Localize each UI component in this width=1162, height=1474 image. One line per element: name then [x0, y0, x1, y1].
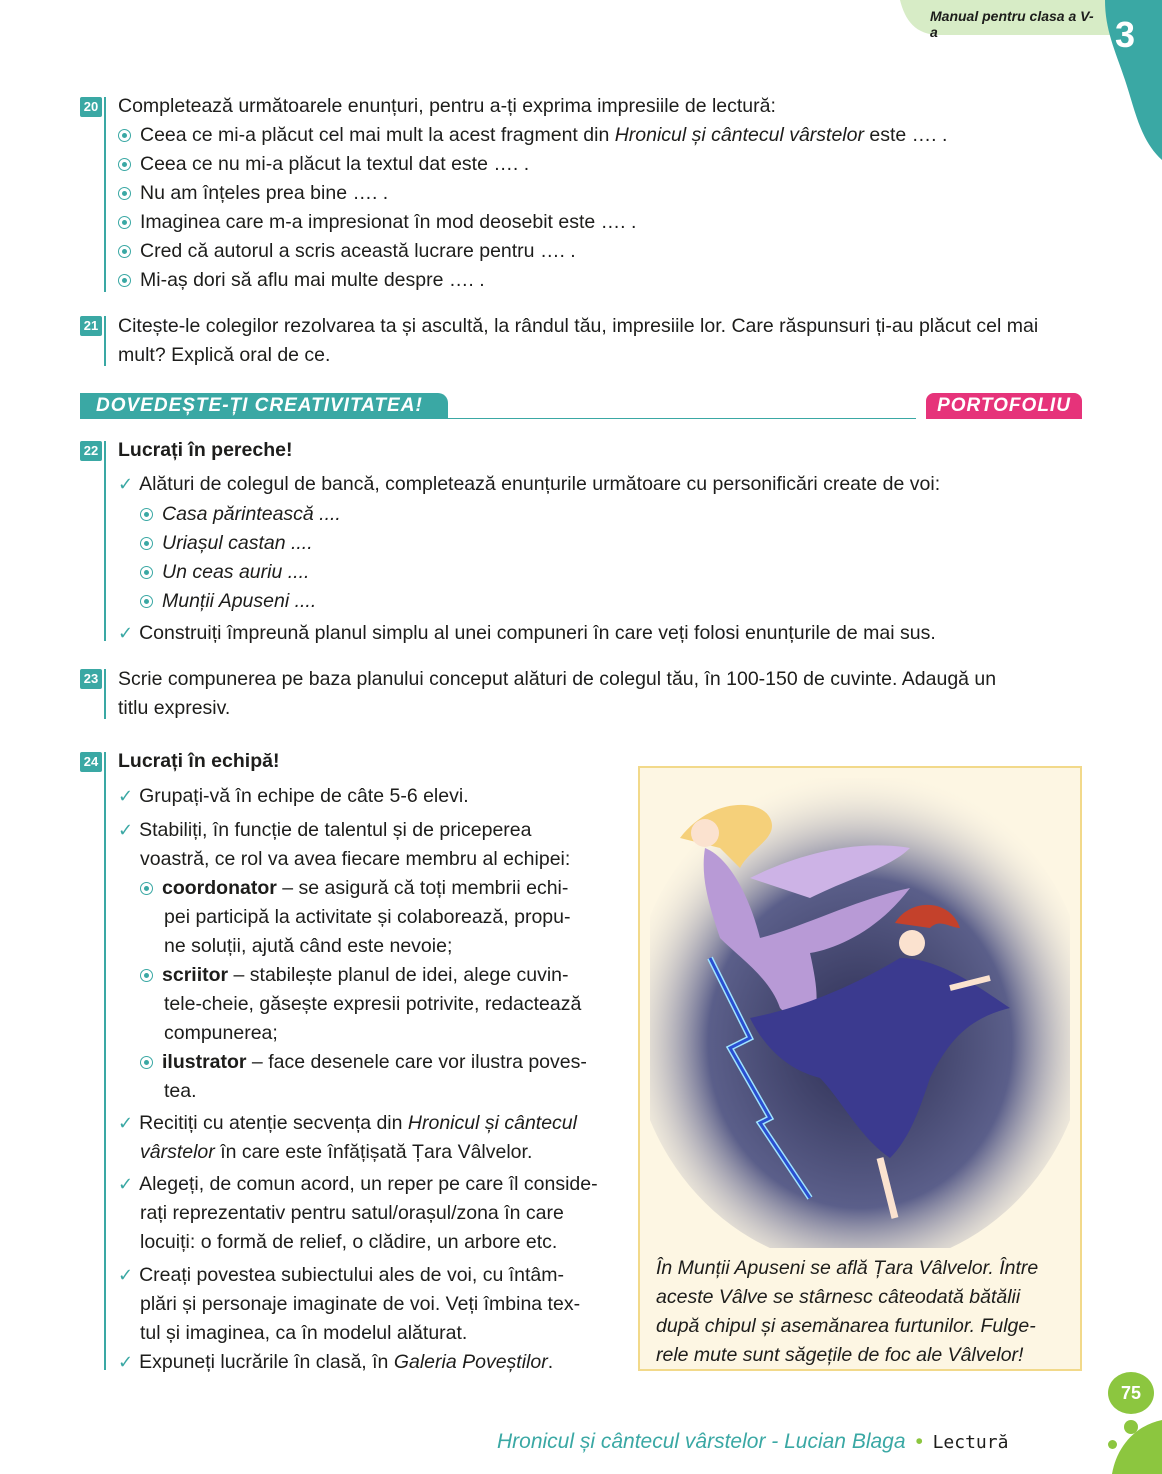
- role-cont: ne soluții, ajută când este nevoie;: [164, 935, 453, 957]
- list-item: ✓ Expuneți lucrările în clasă, în Galeria Poveștilor.: [118, 1351, 554, 1373]
- footer-title: Hronicul și cântecul vârstelor - Lucian Blaga • Lectură: [497, 1430, 1009, 1453]
- bullet-icon: [118, 129, 131, 142]
- list-item: Mi-aș dori să aflu mai multe despre …. .: [118, 266, 485, 295]
- ex22-title: Lucrați în pereche!: [118, 439, 293, 461]
- check-icon: ✓: [118, 1265, 134, 1286]
- check-icon: ✓: [118, 1352, 134, 1373]
- ex24-title: Lucrați în echipă!: [118, 750, 280, 772]
- bullet-icon: [118, 158, 131, 171]
- check-icon: ✓: [118, 1174, 134, 1195]
- ex21-line1: Citește-le colegilor rezolvarea ta și ascultă, la rândul tău, impresiile lor. Care răspunsuri ți-au plăcut cel mai: [118, 315, 1039, 337]
- list-item: Munții Apuseni ....: [140, 587, 316, 616]
- exercise-marker-line: [104, 752, 106, 1370]
- role-cont: pei participă la activitate și colaborează, propu-: [164, 906, 571, 928]
- bullet-icon: [118, 274, 131, 287]
- manual-label: Manual pentru clasa a V-a: [930, 8, 1094, 40]
- list-item: Nu am înțeles prea bine …. .: [118, 179, 388, 208]
- check-icon: ✓: [118, 623, 134, 644]
- ex20-intro: Completează următoarele enunțuri, pentru a-ți exprima impresiile de lectură:: [118, 95, 776, 117]
- exercise-marker-line: [104, 97, 106, 292]
- role-cont: tele-cheie, găsește expresii potrivite, redactează: [164, 993, 582, 1015]
- exercise-marker-line: [104, 316, 106, 366]
- role-scriitor: scriitor – stabilește planul de idei, alege cuvin-: [140, 961, 569, 990]
- role-cont: tea.: [164, 1080, 197, 1102]
- bullet-icon: [140, 1056, 153, 1069]
- bullet-icon: [140, 537, 153, 550]
- check-icon: ✓: [118, 786, 134, 807]
- bullet-icon: [118, 187, 131, 200]
- list-item: Uriașul castan ....: [140, 529, 313, 558]
- list-item: Cred că autorul a scris această lucrare pentru …. .: [118, 237, 576, 266]
- check-icon: ✓: [118, 1113, 134, 1134]
- exercise-number-20: 20: [80, 97, 102, 117]
- page-number-badge: [1108, 1372, 1154, 1414]
- list-item: ✓ Alegeți, de comun acord, un reper pe care îl conside-: [118, 1173, 598, 1195]
- bullet-icon: [118, 245, 131, 258]
- portfolio-badge: PORTOFOLIU: [926, 393, 1082, 419]
- list-item: Un ceas auriu ....: [140, 558, 309, 587]
- check-icon: ✓: [118, 474, 134, 495]
- list-item: Ceea ce nu mi-a plăcut la textul dat este …. .: [118, 150, 529, 179]
- exercise-number-21: 21: [80, 316, 102, 336]
- list-item: Ceea ce mi-a plăcut cel mai mult la acest fragment din Hronicul și cântecul vârstelor este …. .: [118, 121, 947, 150]
- ex23-line2: titlu expresiv.: [118, 697, 231, 719]
- list-item-cont: locuiți: o formă de relief, o clădire, un arbore etc.: [140, 1231, 558, 1253]
- chapter-number: 3: [1115, 14, 1136, 55]
- list-item: ✓ Grupați-vă în echipe de câte 5-6 elevi.: [118, 785, 469, 807]
- exercise-number-22: 22: [80, 441, 102, 461]
- list-item: Imaginea care m-a impresionat în mod deosebit este …. .: [118, 208, 636, 237]
- bullet-icon: [118, 216, 131, 229]
- bullet-icon: [140, 508, 153, 521]
- list-item-cont: vârstelor în care este înfățișată Țara Vâlvelor.: [140, 1141, 533, 1163]
- section-rule: [448, 418, 916, 419]
- list-item-cont: tul și imaginea, ca în modelul alăturat.: [140, 1322, 468, 1344]
- ex21-line2: mult? Explică oral de ce.: [118, 344, 331, 366]
- check-icon: ✓: [118, 820, 134, 841]
- list-item: ✓ Recitiți cu atenție secvența din Hronicul și cântecul: [118, 1112, 577, 1134]
- ex23-line1: Scrie compunerea pe baza planului conceput alături de colegul tău, în 100-150 de cuvinte. Adaugă un: [118, 668, 997, 690]
- exercise-marker-line: [104, 669, 106, 719]
- exercise-number-23: 23: [80, 669, 102, 689]
- list-item: ✓ Stabiliți, în funcție de talentul și de priceperea: [118, 819, 532, 841]
- page-number: 75: [1120, 1383, 1142, 1403]
- list-item: ✓ Creați povestea subiectului ales de voi, cu întâm-: [118, 1264, 564, 1286]
- valve-illustration: [650, 778, 1070, 1248]
- exercise-number-24: 24: [80, 752, 102, 772]
- illustration-box: [638, 766, 1082, 1371]
- exercise-marker-line: [104, 441, 106, 641]
- bullet-icon: [140, 969, 153, 982]
- list-item-cont: rați reprezentativ pentru satul/orașul/zona în care: [140, 1202, 564, 1224]
- section-header: [80, 393, 448, 419]
- bullet-icon: [140, 882, 153, 895]
- section-title: DOVEDEȘTE-ȚI CREATIVITATEA!: [96, 395, 423, 416]
- role-cont: compunerea;: [164, 1022, 278, 1044]
- list-item-cont: plări și personaje imaginate de voi. Veți îmbina tex-: [140, 1293, 581, 1315]
- corner-leaf-decoration: [1112, 1420, 1162, 1474]
- bullet-icon: [140, 595, 153, 608]
- role-coordonator: coordonator – se asigură că toți membrii echi-: [140, 874, 568, 903]
- illustration-caption: În Munții Apuseni se află Țara Vâlvelor. Între aceste Vâlve se stârnesc câteodată bătălii după chipul și asemănarea furtunilor. Fulge- rele mute sunt săgețile de foc ale Vâlvelor!: [656, 1257, 1039, 1366]
- list-item: Casa părintească ....: [140, 500, 341, 529]
- list-item-cont: voastră, ce rol va avea fiecare membru al echipei:: [140, 848, 571, 870]
- role-ilustrator: ilustrator – face desenele care vor ilustra poves-: [140, 1048, 587, 1077]
- list-item: ✓ Alături de colegul de bancă, completează enunțurile următoare cu personificări create de voi:: [118, 473, 941, 495]
- bullet-icon: [140, 566, 153, 579]
- list-item: ✓ Construiți împreună planul simplu al unei compuneri în care veți folosi enunțurile de mai sus.: [118, 622, 936, 644]
